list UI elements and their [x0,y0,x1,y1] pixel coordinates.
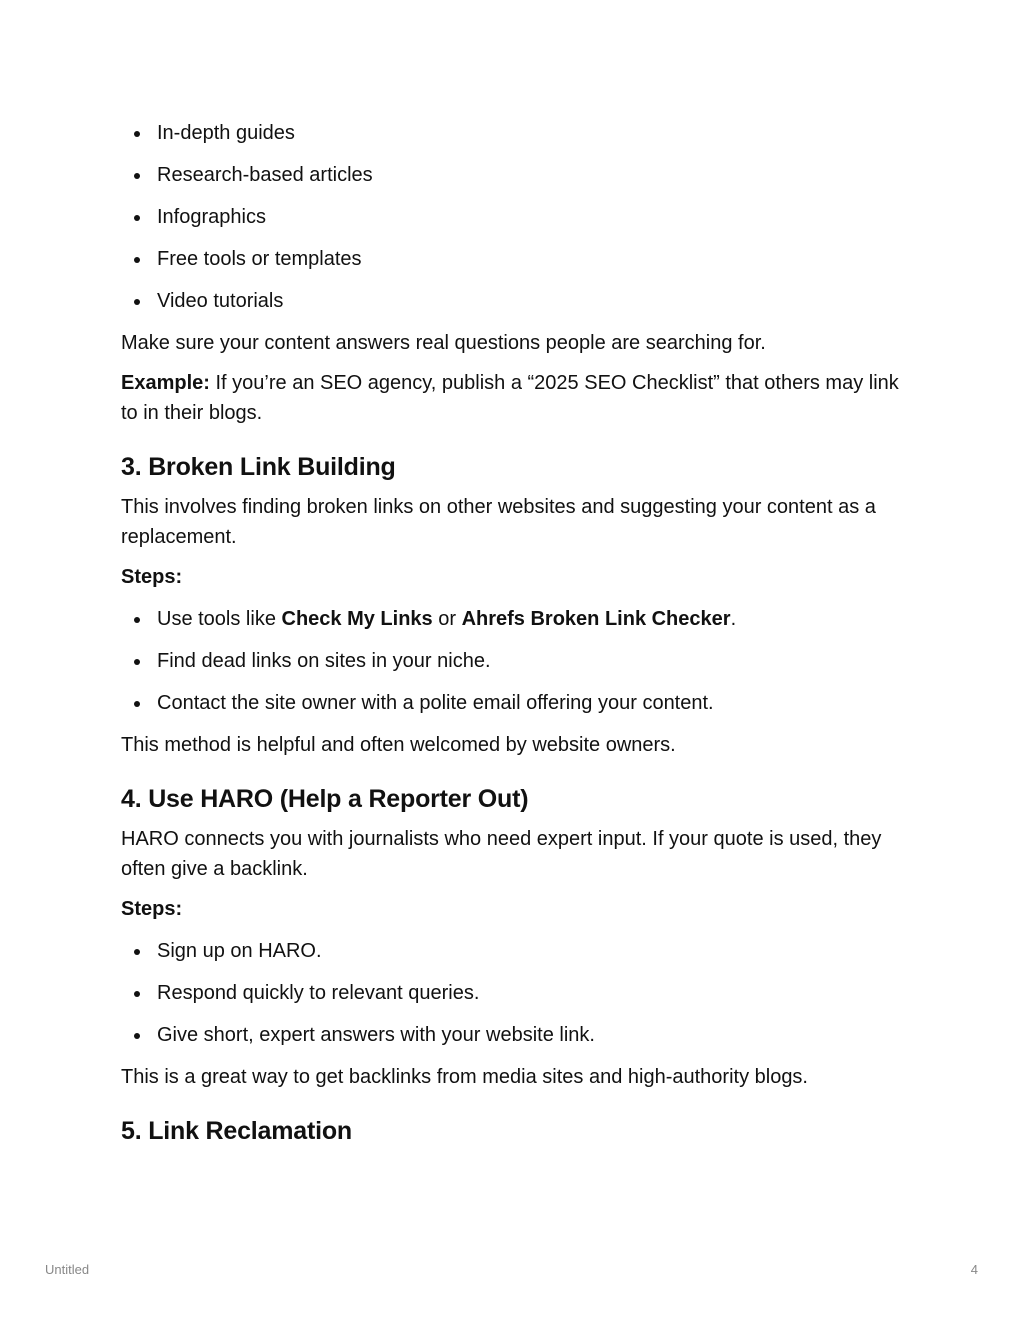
bullet-icon [134,659,140,665]
list-item: Free tools or templates [121,244,901,274]
bullet-icon [134,701,140,707]
section4-steps-list [121,936,901,1050]
bullet-icon [134,257,140,263]
list-item: Contact the site owner with a polite email offering your content. [121,688,901,718]
list-item: Respond quickly to relevant queries. [121,978,901,1008]
section3-steps-label: Steps: [121,566,183,588]
example-paragraph [121,368,901,428]
section-heading-broken-link-building: 3. Broken Link Building [121,453,396,481]
section3-closing: This method is helpful and often welcomed by website owners. [121,734,676,756]
bullet-icon [134,991,140,997]
tool-name: Ahrefs Broken Link Checker [461,608,731,630]
list-item: Infographics [121,202,901,232]
bullet-icon [134,1033,140,1039]
list-item: Find dead links on sites in your niche. [121,646,901,676]
section3-steps-list [121,604,901,718]
example-label: Example: [121,372,210,394]
footer-page-number: 4 [970,1262,978,1277]
tool-name: Check My Links [281,608,433,630]
list-item: In-depth guides [121,118,901,148]
intro-note: Make sure your content answers real questions people are searching for. [121,332,766,354]
bullet-icon [134,617,140,623]
footer-document-title: Untitled [45,1262,90,1277]
section4-description: HARO connects you with journalists who need expert input. If your quote is used, they often give a backlink. [121,828,882,880]
bullet-icon [134,215,140,221]
bullet-icon [134,131,140,137]
section4-steps-label: Steps: [121,898,183,920]
list-item: Research-based articles [121,160,901,190]
bullet-icon [134,299,140,305]
document-page [121,118,901,1148]
content-types-list [121,118,901,316]
section-heading-haro: 4. Use HARO (Help a Reporter Out) [121,785,529,813]
list-item: Use tools like Check My Links or Ahrefs Broken Link Checker. [121,604,901,634]
list-item: Video tutorials [121,286,901,316]
list-item: Sign up on HARO. [121,936,901,966]
list-item: Give short, expert answers with your website link. [121,1020,901,1050]
section-heading-link-reclamation: 5. Link Reclamation [121,1117,352,1145]
bullet-icon [134,173,140,179]
section4-closing: This is a great way to get backlinks from media sites and high-authority blogs. [121,1066,808,1088]
bullet-icon [134,949,140,955]
example-text: If you’re an SEO agency, publish a “2025 SEO Checklist” that others may link to in their blogs. [121,372,899,424]
section3-description: This involves finding broken links on other websites and suggesting your content as a replacement. [121,496,876,548]
